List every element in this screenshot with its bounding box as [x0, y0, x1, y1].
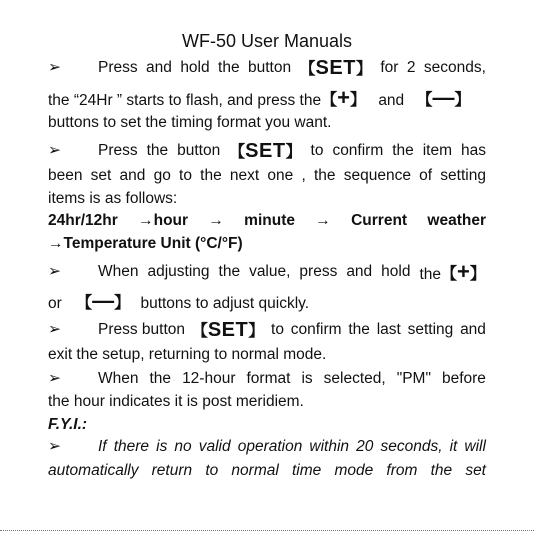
p5-line-2: the hour indicates it is post meridiem.	[48, 393, 304, 410]
minus-icon: —	[92, 288, 115, 313]
plus-button-label: 【+】	[321, 85, 366, 110]
bullet-arrow-icon: ➢	[48, 263, 61, 280]
p2-line-2: been set and go to the next one , the sequence of setting	[48, 167, 486, 184]
minus-button-label: 【—】	[76, 288, 131, 313]
set-button-label: 【SET】	[191, 319, 265, 341]
p2-sequence: 24hr/12hr →hour → minute → Current weather	[48, 212, 486, 229]
minus-icon: —	[432, 85, 455, 110]
bullet-arrow-icon: ➢	[48, 142, 61, 159]
p2-line-3: items is as follows:	[48, 190, 178, 207]
fyi-line-2: automatically return to normal time mode from the set	[48, 462, 486, 479]
p1-line-1: ➢ Press and hold the button 【SET】 for 2 seconds,	[48, 57, 486, 79]
set-button-label: 【SET】	[229, 140, 302, 162]
p2-line-1: ➢ Press the button 【SET】 to confirm the item has	[48, 140, 486, 162]
p3-line-1: ➢ When adjusting the value, press and hold the【+】	[48, 259, 486, 284]
plus-button-label: 【+】	[441, 259, 486, 284]
minus-button-label: 【—】	[416, 85, 471, 110]
set-button-label: 【SET】	[299, 57, 372, 79]
p3-line-2: or 【—】 buttons to adjust quickly.	[48, 288, 310, 313]
fyi-line-1: ➢ If there is no valid operation within 20 seconds, it will	[48, 438, 486, 455]
bullet-arrow-icon: ➢	[48, 438, 61, 455]
p4-line-1: ➢ Press button 【SET】 to confirm the last setting and	[48, 319, 486, 341]
plus-icon: +	[337, 85, 350, 110]
p1-line-2: the “24Hr ” starts to flash, and press the【+】 and 【—】	[48, 85, 471, 110]
p4-line-2: exit the setup, returning to normal mode.	[48, 346, 327, 363]
p5-line-1: ➢ When the 12-hour format is selected, "PM" before	[48, 370, 486, 387]
plus-icon: +	[457, 259, 470, 284]
p2-sequence-cont: →Temperature Unit (°C/°F)	[48, 235, 243, 252]
fyi-label: F.Y.I.:	[48, 416, 88, 433]
bullet-arrow-icon: ➢	[48, 321, 61, 338]
p1-line-3: buttons to set the timing format you want.	[48, 114, 332, 131]
page-bottom-divider	[0, 530, 534, 531]
bullet-arrow-icon: ➢	[48, 370, 61, 387]
page-title: WF-50 User Manuals	[181, 31, 353, 51]
bullet-arrow-icon: ➢	[48, 59, 61, 76]
